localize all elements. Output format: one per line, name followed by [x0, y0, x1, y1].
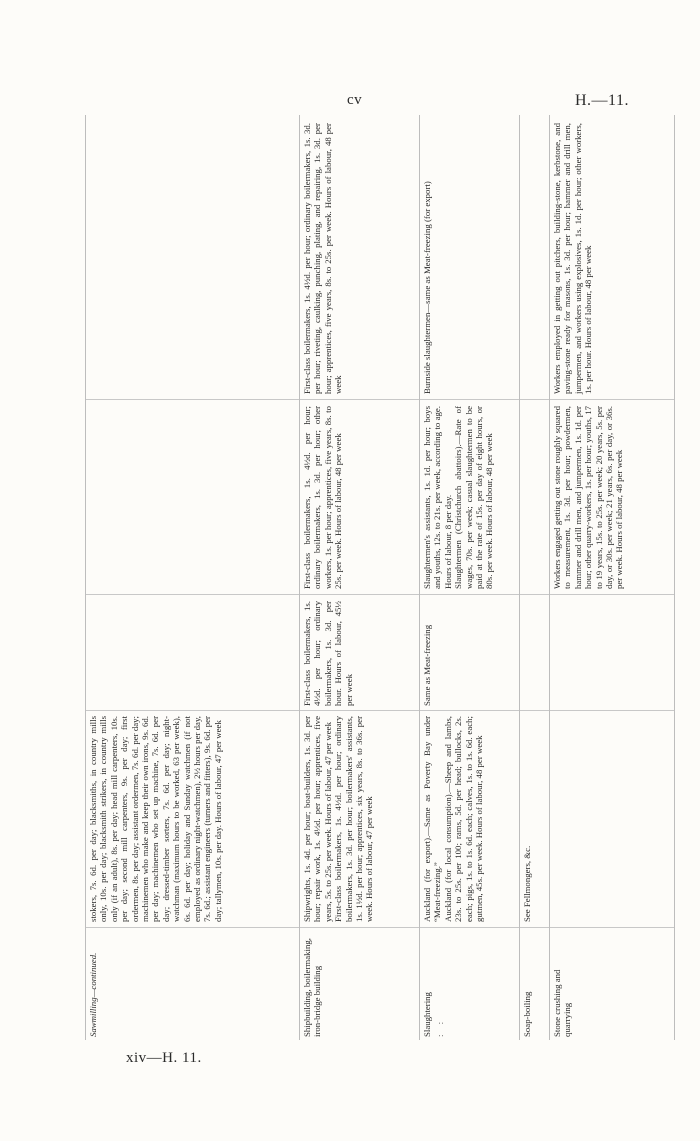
wages-table — [85, 115, 675, 1040]
industry-cell — [550, 930, 674, 1040]
wage-entry: Shipwrights, 1s. 4d. per hour; boat-builders, 1s. 3d. per hour; repair work, 1s. 4½d. per hour; apprentices, five years, 5s. to 25s. per week. Hours of labour, 47 per week — [302, 716, 333, 922]
wage-cell: First-class boilermakers, 1s. 4½d. per hour; ordinary boilermakers, 1s. 3d. per hour; riveting, caulking, punching, plating, and repairing, 1s. 3d. per hour; apprentices, five years, 8s. to 25s. per week. Hours of labour, 48 per week — [302, 123, 344, 394]
wage-cell — [520, 402, 549, 592]
wage-cell: First-class boilermakers, 1s. 4½d. per hour; ordinary boilermakers, 1s. 3d. per hour. Hours of labour, 45½ per week — [302, 601, 354, 706]
table-row-stone-crushing — [550, 115, 675, 1040]
industry-name: Stone crushing and quarrying — [552, 969, 573, 1037]
page-number: cv — [347, 92, 363, 108]
wage-cell — [86, 597, 299, 709]
industry-name: Sawmilling—continued. — [88, 952, 98, 1037]
table-row-shipbuilding — [300, 115, 420, 1040]
wage-entry: First-class boilermakers, 1s. 4½d. per hour; ordinary boilermakers, 1s. 3d. per hour; boilermakers' assistants, 1s. 1½d. per hour; apprentices, six years, 8s. to 36s. per week. Hours of labour, 47 per week — [333, 716, 375, 922]
wage-entry: Auckland (for export).—Same as Poverty Bay under “Meat-freezing.” — [422, 716, 443, 922]
industry-cell — [86, 930, 299, 1040]
wage-cell — [86, 119, 299, 397]
industry-name: Shipbuilding, boilermaking, iron-bridge building — [302, 938, 323, 1037]
wage-cell: Workers engaged getting out stone roughly squared to measurement, 1s. 3d. per hour; powdermen, hammer and drill men, and jumpermen, 1s. 1d. per hour; other quarry-workers, 1s. per hour; youths, 17 to 19 years, 15s. to 25s. per week; 20 years, 5s. per day, or 30s. per week; 21 years, 6s. per day, or 36s. per week. Hours of labour, 48 per week — [552, 406, 625, 589]
table-row-soap-boiling — [520, 115, 550, 1040]
industry-cell — [300, 930, 419, 1040]
industry-name: Soap-boiling — [522, 991, 532, 1037]
wage-entry: Auckland (for local consumption).—Sheep and lambs, 23s. to 25s. per 100; rams, 5d. per head; bullocks, 2s. each; pigs, 1s. to 1s. 6d. each; calves, 1s. to 1s. 6d. each; gutmen, 45s. per week. Hours of labour, 48 per week — [442, 716, 485, 922]
table-row-slaughtering — [420, 115, 520, 1040]
wage-cell: Same as Meat-freezing — [422, 624, 432, 706]
wage-cell — [420, 402, 519, 592]
wage-cell — [420, 712, 519, 925]
wage-cell — [550, 597, 674, 709]
wage-cell: stokers, 7s. 6d. per day; blacksmiths, in country mills only, 10s. per day; blacksmith strikers, in country mills only (if an adult), 8s. per day; head mill carpenters, 10s. per day; second mill carpenters, 9s. per day; first ordermen, 8s. per day; assistant ordermen, 7s. 6d. per day; machinemen who make and keep their own irons, 9s. 6d. per day; machinemen who set up machine, 7s. 6d. per day; dressed-timber sorters, 7s. 6d. per day; night-watchman (maximum hours to be worked, 63 per week), 6s. 6d. per day; holiday and Sunday watchmen (if not employed as ordinary night-watchmen), 2½ hours per day, 7s. 6d.; assistant engineers (turners and fitters), 9s. 6d. per day; tallymen, 10s. per day. Hours of labour, 47 per week — [88, 716, 223, 922]
wage-cell: First-class boilermakers, 1s. 4½d. per hour; ordinary boilermakers, 1s. 3d. per hour; other workers, 1s. per hour; apprentices, five years, 8s. to 25s. per week. Hours of labour, 48 per week — [302, 406, 344, 589]
wage-cell — [300, 712, 419, 925]
wage-cell — [520, 119, 549, 397]
industry-name: Slaughtering — [422, 992, 432, 1037]
wage-cell — [520, 597, 549, 709]
wage-cell: See Fellmongers, &c. — [522, 845, 532, 922]
wage-entry: Slaughtermen's assistants, 1s. 1d. per hour; boys and youths, 12s. to 21s. per week, according to age. Hours of labour, 8 per day. — [422, 406, 453, 589]
leader-dots: : : — [435, 1017, 446, 1037]
page-footer: xiv—H. 11. — [126, 1050, 202, 1066]
industry-cell — [520, 930, 549, 1040]
industry-cell — [420, 930, 519, 1040]
wage-cell — [86, 402, 299, 592]
wage-cell: Burnside slaughtermen—same as Meat-freezing (for export) — [422, 181, 432, 394]
document-reference: H.—11. — [575, 92, 629, 109]
wage-cell: Workers employed in getting out pitchers, building-stone, kerbstone, and paving-stone ready for masons, 1s. 3d. per hour; hammer and drill men, jumpermen, and workers using explosives, 1s. 1d. per hour; other workers, 1s. per hour. Hours of labour, 48 per week — [552, 123, 594, 394]
table-row-sawmilling — [85, 115, 300, 1040]
wage-cell — [550, 712, 674, 925]
wage-entry: Slaughtermen (Christchurch abattoirs).—Rate of wages, 70s. per week; casual slaughtermen to be paid at the rate of 15s. per day of eight hours, or 80s. per week. Hours of labour, 48 per week — [453, 406, 495, 589]
